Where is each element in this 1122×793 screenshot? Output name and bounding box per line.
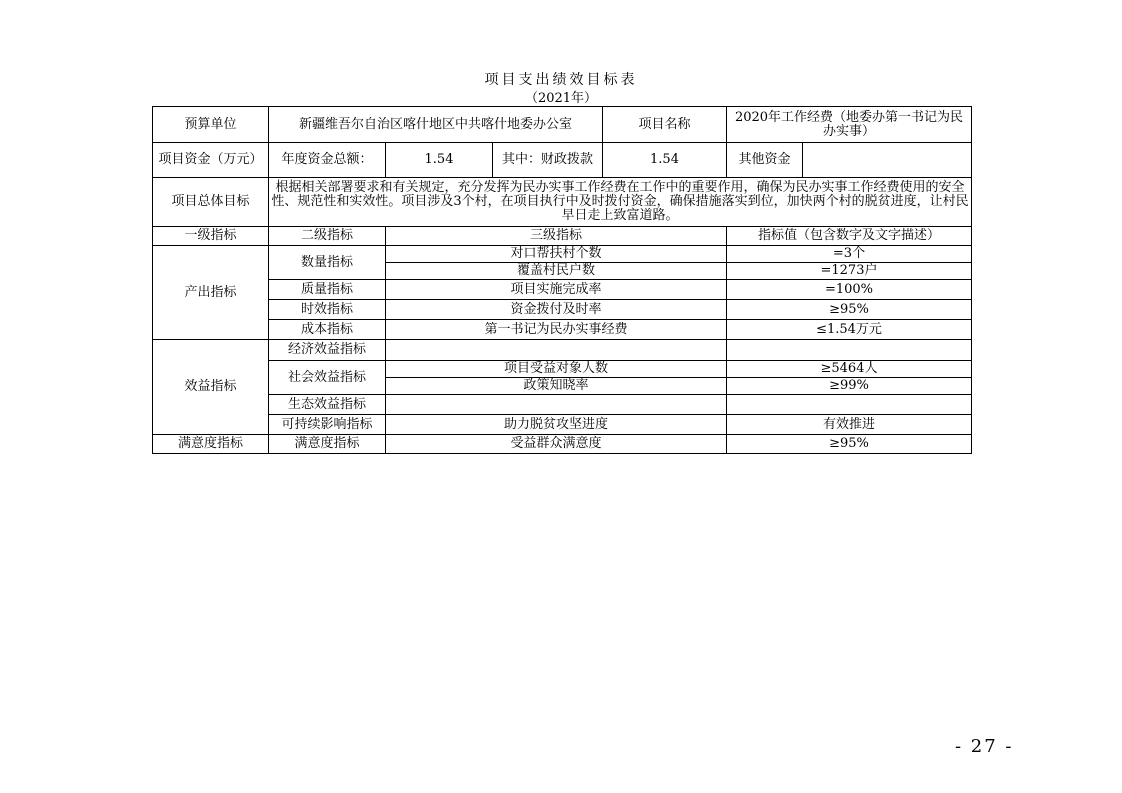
indicator-value: =1273户	[727, 263, 972, 280]
project-name-label: 项目名称	[603, 107, 727, 143]
budget-unit-value: 新疆维吾尔自治区喀什地区中共喀什地委办公室	[269, 107, 603, 143]
indicator-value: ≥95%	[727, 435, 972, 454]
indicator-value	[727, 340, 972, 361]
col-level1-header: 一级指标	[153, 227, 269, 246]
satisfaction-indicator-label: 满意度指标	[153, 435, 269, 454]
goal-row	[153, 178, 972, 227]
ecological-indicator-label: 生态效益指标	[269, 395, 386, 415]
table-row	[153, 361, 972, 378]
finance-value: 1.54	[603, 143, 727, 178]
economic-indicator-label: 经济效益指标	[269, 340, 386, 361]
header-row	[153, 107, 972, 143]
table-row	[153, 415, 972, 435]
level3-indicator: 助力脱贫攻坚进度	[386, 415, 727, 435]
indicator-value: ≤1.54万元	[727, 320, 972, 340]
quality-indicator-label: 质量指标	[269, 280, 386, 300]
finance-label: 其中：财政拨款	[493, 143, 603, 178]
performance-table	[152, 106, 972, 454]
indicator-value: ≥99%	[727, 378, 972, 395]
quantity-indicator-label: 数量指标	[269, 246, 386, 280]
level3-indicator: 资金拨付及时率	[386, 300, 727, 320]
level3-indicator: 受益群众满意度	[386, 435, 727, 454]
funding-row	[153, 143, 972, 178]
indicator-value	[727, 395, 972, 415]
col-level3-header: 三级指标	[386, 227, 727, 246]
level3-indicator	[386, 395, 727, 415]
social-indicator-label: 社会效益指标	[269, 361, 386, 395]
annual-total-value: 1.54	[386, 143, 493, 178]
level3-indicator: 覆盖村民户数	[386, 263, 727, 280]
other-funding-value	[803, 143, 972, 178]
table-row	[153, 395, 972, 415]
document-year: （2021年）	[524, 91, 598, 106]
indicator-value: =3个	[727, 246, 972, 263]
level3-indicator: 项目实施完成率	[386, 280, 727, 300]
level3-indicator: 政策知晓率	[386, 378, 727, 395]
satisfaction-sub-label: 满意度指标	[269, 435, 386, 454]
indicator-value: ≥95%	[727, 300, 972, 320]
other-funding-label: 其他资金	[727, 143, 803, 178]
page-number: - 27 -	[955, 736, 1014, 757]
level3-indicator: 项目受益对象人数	[386, 361, 727, 378]
col-value-header: 指标值（包含数字及文字描述）	[727, 227, 972, 246]
benefit-indicator-label: 效益指标	[153, 340, 269, 435]
table-row	[153, 320, 972, 340]
indicator-value: 有效推进	[727, 415, 972, 435]
level3-indicator: 对口帮扶村个数	[386, 246, 727, 263]
level3-indicator: 第一书记为民办实事经费	[386, 320, 727, 340]
budget-unit-label: 预算单位	[153, 107, 269, 143]
document-title: 项目支出绩效目标表	[484, 72, 638, 88]
annual-total-label: 年度资金总额：	[269, 143, 386, 178]
goal-label: 项目总体目标	[153, 178, 269, 227]
table-row	[153, 246, 972, 263]
output-indicator-label: 产出指标	[153, 246, 269, 340]
table-row	[153, 435, 972, 454]
cost-indicator-label: 成本指标	[269, 320, 386, 340]
indicator-value: ≥5464人	[727, 361, 972, 378]
level3-indicator	[386, 340, 727, 361]
table-row	[153, 340, 972, 361]
table-row	[153, 300, 972, 320]
timeliness-indicator-label: 时效指标	[269, 300, 386, 320]
funding-label: 项目资金（万元）	[153, 143, 269, 178]
goal-text: 根据相关部署要求和有关规定，充分发挥为民办实事工作经费在工作中的重要作用，确保为民办实事工作经费使用的安全性、规范性和实效性。项目涉及3个村，在项目执行中及时拨付资金，确保措施落实到位，加快两个村的脱贫进度，让村民早日走上致富道路。	[269, 178, 972, 227]
indicator-value: =100%	[727, 280, 972, 300]
sustainable-indicator-label: 可持续影响指标	[269, 415, 386, 435]
project-name-value: 2020年工作经费（地委办第一书记为民办实事）	[727, 107, 972, 143]
column-header-row	[153, 227, 972, 246]
table-row	[153, 280, 972, 300]
col-level2-header: 二级指标	[269, 227, 386, 246]
